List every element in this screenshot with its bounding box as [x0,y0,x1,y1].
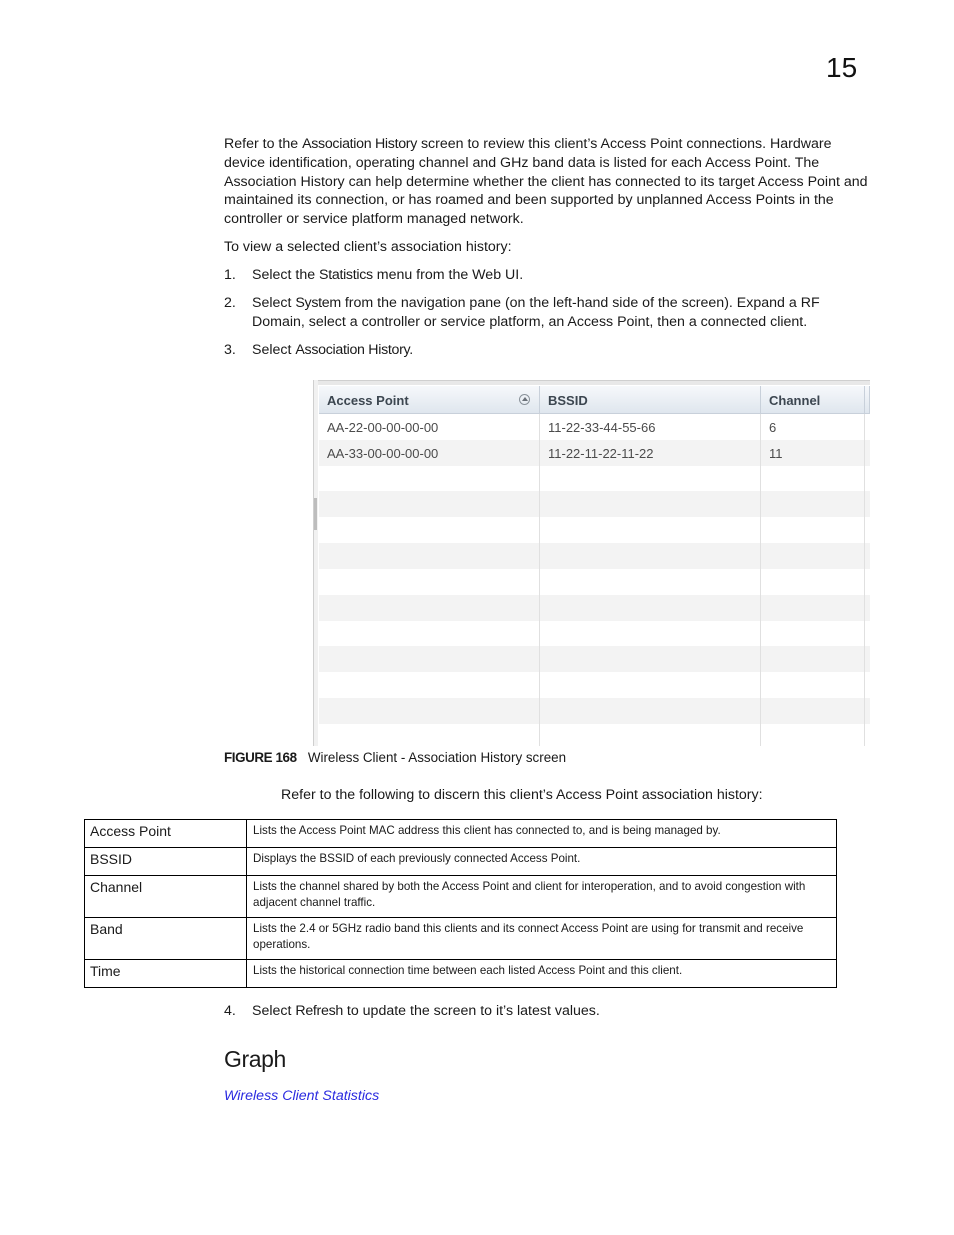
grid-row-empty [319,724,870,746]
grid-cell [319,672,540,698]
column-header-label: Access Point [327,393,409,408]
grid-cell [540,466,761,492]
grid-cell: AA-33-00-00-00-00 [319,440,540,466]
step-number: 1. [224,267,236,283]
grid-cell: 11 [761,440,865,466]
grid-cell [319,620,540,646]
grid-cell [761,724,865,746]
grid-cell: 11-22-33-44-55-66 [540,414,761,440]
table-row [85,848,837,876]
grid-cell: 11-22-11-22-11-22 [540,440,761,466]
grid-cell [319,569,540,595]
splitter-handle[interactable] [314,498,317,530]
step-number: 4. [224,1003,236,1019]
grid-cell: 6 [761,414,865,440]
window-frame-left [313,380,318,746]
association-history-screenshot [313,380,870,746]
step-number: 2. [224,295,236,311]
grid-row-empty [319,620,870,646]
grid-row-empty [319,569,870,595]
grid-cell [319,491,540,517]
field-description: Lists the Access Point MAC address this client has connected to, and is being managed by. [247,820,837,848]
intro-post: screen to review this client’s Access Point connections. Hardware device identification, operating channel and GHz band data is listed for each Access Point. The Association History can help determine whether the client has connected to its target Access Point and maintained its connection, or has roamed and been supported by unplanned Access Points in the controller or service platform managed network. [224,136,868,228]
grid-cell [761,698,865,724]
grid-row-empty [319,595,870,621]
grid-cell [319,466,540,492]
lead-in: To view a selected client’s association history: [224,239,512,255]
column-header-label: BSSID [548,393,588,408]
grid-cell [540,672,761,698]
field-definitions-table [84,819,837,988]
field-description: Displays the BSSID of each previously connected Access Point. [247,848,837,876]
field-description: Lists the 2.4 or 5GHz radio band this clients and its connect Access Point are using for transmit and receive operations. [247,918,837,960]
grid-cell [761,620,865,646]
intro-paragraph [224,135,872,229]
grid-cell [761,543,865,569]
intro-term: Association History [302,136,418,152]
grid-cell [761,595,865,621]
grid-cell [540,646,761,672]
figure-label: FIGURE 168 [224,750,297,765]
grid-cell [319,595,540,621]
field-term: Access Point [85,820,247,848]
association-history-grid [319,386,870,746]
step-1 [224,266,872,286]
table-row [85,820,837,848]
field-term: Channel [85,876,247,918]
step-3 [224,341,872,361]
column-header-label: Channel [769,393,821,408]
grid-cell [540,724,761,746]
grid-row-empty [319,491,870,517]
grid-cell [540,620,761,646]
grid-row-empty [319,466,870,492]
step-text: Select Refresh to update the screen to it’s latest values. [252,1003,600,1019]
grid-cell: AA-22-00-00-00-00 [319,414,540,440]
table-row [85,918,837,960]
grid-cell [540,491,761,517]
grid-cell [761,466,865,492]
figure-caption [224,750,566,765]
grid-cell [540,595,761,621]
field-description: Lists the historical connection time between each listed Access Point and this client. [247,960,837,988]
chapter-number: 15 [826,52,858,83]
wireless-client-statistics-link[interactable]: Wireless Client Statistics [224,1088,380,1104]
step-text: Select the Statistics menu from the Web UI. [252,267,524,283]
field-term: Band [85,918,247,960]
grid-row-empty [319,672,870,698]
window-frame-top [313,380,870,385]
grid-row-empty [319,543,870,569]
step-text: Select Association History. [252,342,413,358]
grid-cell [540,543,761,569]
grid-cell [319,698,540,724]
grid-cell [319,724,540,746]
table-row [85,876,837,918]
step-text: Select System from the navigation pane (on the left-hand side of the screen). Expand a RF Domain, select a controller or service platform, an Access Point, then a connected client. [252,295,820,330]
field-description: Lists the channel shared by both the Access Point and client for interoperation, and to avoid congestion with adjacent channel traffic. [247,876,837,918]
column-header-channel[interactable] [761,386,865,414]
figure-title: Wireless Client - Association History screen [307,750,567,765]
intro-pre: Refer to the [224,136,303,152]
grid-cell [319,646,540,672]
step-number: 3. [224,342,236,358]
grid-cell [540,698,761,724]
grid-row[interactable] [319,414,870,440]
field-term: Time [85,960,247,988]
grid-cell [761,646,865,672]
grid-cell [761,569,865,595]
grid-row-empty [319,517,870,543]
column-header-access-point[interactable] [319,386,540,414]
grid-cell [319,517,540,543]
field-term: BSSID [85,848,247,876]
sort-ascending-icon[interactable] [519,394,530,405]
grid-cell [319,543,540,569]
table-row [85,960,837,988]
column-header-bssid[interactable] [540,386,761,414]
column-header-overflow [865,386,870,414]
grid-cell [761,491,865,517]
table-intro: Refer to the following to discern this client’s Access Point association history: [281,787,763,803]
grid-cell [761,672,865,698]
grid-row-empty [319,698,870,724]
section-heading: Graph [224,1046,286,1072]
grid-cell [540,569,761,595]
grid-row-empty [319,646,870,672]
grid-row[interactable] [319,440,870,466]
grid-cell [761,517,865,543]
grid-cell [540,517,761,543]
step-4 [224,1002,872,1022]
step-2 [224,294,872,334]
